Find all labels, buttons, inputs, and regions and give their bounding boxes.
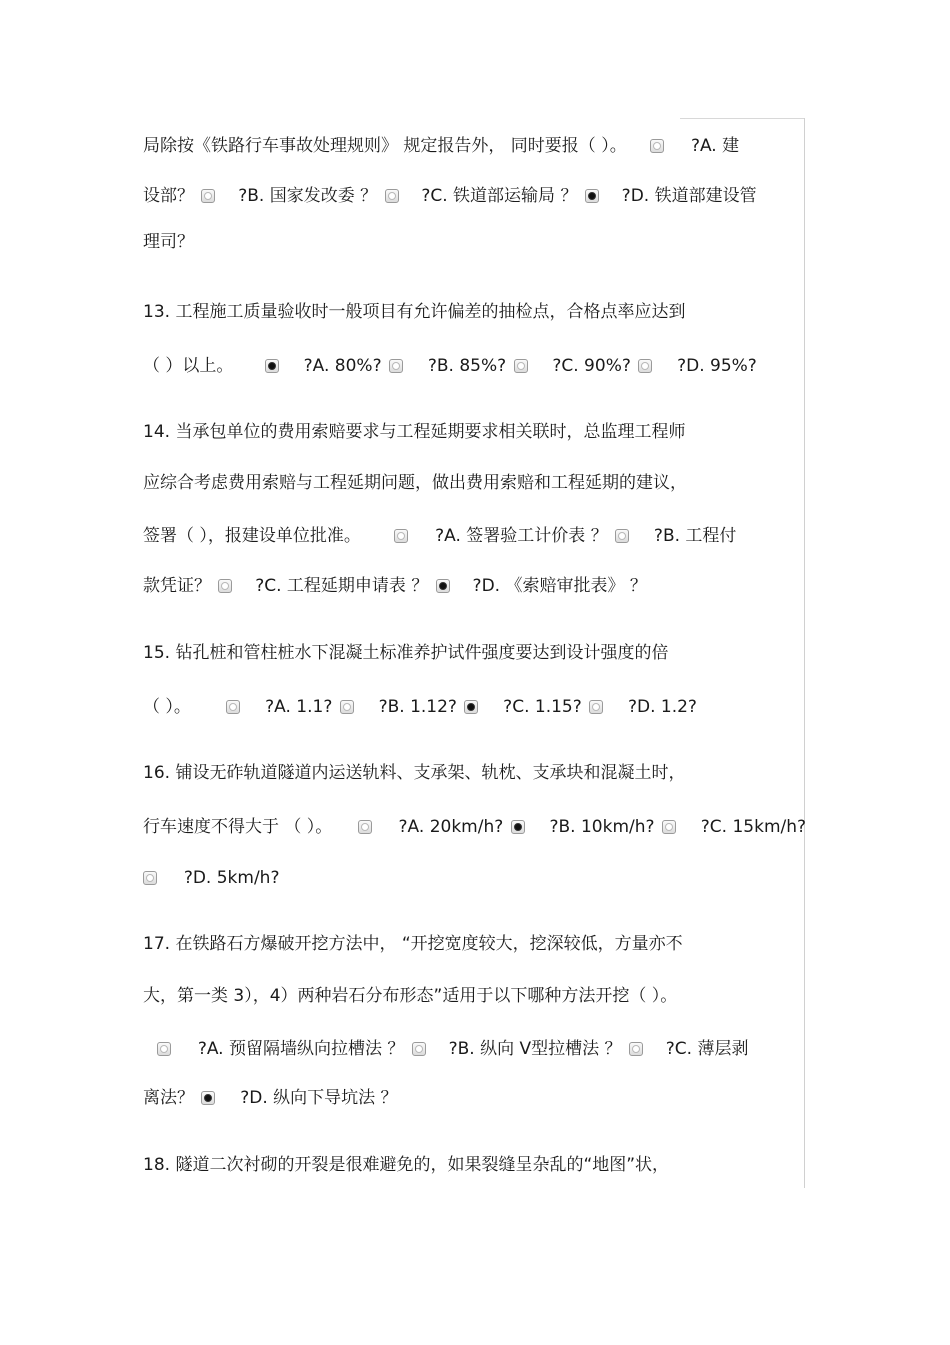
q15-stem-2: （ ）。 (143, 697, 191, 717)
q12-option-a-label: ?A. 建 (690, 136, 740, 156)
q14-option-c-label: ?C. 工程延期申请表 ？ (255, 576, 429, 596)
q15-option-a-radio[interactable] (226, 700, 240, 714)
q12-option-d-label: ?D. 铁道部建设管 (621, 186, 757, 206)
q17-stem-2: 大，第一类 3），4）两种岩石分布形态”适用于以下哪种方法开挖（ ）。 (143, 986, 678, 1006)
q18-stem-1: 18. 隧道二次衬砌的开裂是很难避免的，如果裂缝呈杂乱的“地图”状， (143, 1155, 670, 1175)
q13-option-d-label: ?D. 95%? (677, 356, 757, 376)
q14-option-b-radio[interactable] (615, 529, 629, 543)
q15-option-c-radio-selected[interactable] (464, 700, 478, 714)
q16-stem-2: 行车速度不得大于 （ ）。 (143, 817, 333, 837)
q16-option-d-radio[interactable] (143, 871, 157, 885)
q13-option-c-radio[interactable] (514, 359, 528, 373)
q17-line-2 (143, 984, 677, 1008)
q15-option-b-radio[interactable] (340, 700, 354, 714)
q16-option-c-label: ?C. 15km/h? (700, 817, 807, 837)
q12-option-a-radio[interactable] (650, 139, 664, 153)
q16-option-b-label: ?B. 10km/h? (549, 817, 655, 837)
q13-option-b-radio[interactable] (389, 359, 403, 373)
page-border-right (804, 118, 805, 1188)
q17-option-d-radio-selected[interactable] (201, 1091, 215, 1105)
q14-line-1 (143, 420, 685, 444)
q17-stem-1: 17. 在铁路石方爆破开挖方法中， “开挖宽度较大，挖深较低，方量亦不 (143, 934, 683, 954)
q16-stem-1: 16. 铺设无砟轨道隧道内运送轨料、支承架、轨枕、支承块和混凝土时， (143, 763, 686, 783)
q13-option-a-radio-selected[interactable] (265, 359, 279, 373)
q16-line-3 (143, 866, 279, 890)
q13-stem-2: （ ）以上。 (143, 356, 234, 376)
q17-option-d-label: ?D. 纵向下导坑法 ？ (240, 1088, 398, 1108)
q14-stem-3: 签署（ ），报建设单位批准。 (143, 526, 361, 546)
q14-option-b-label: ?B. 工程付 (653, 526, 737, 546)
q12-stem: 局除按《铁路行车事故处理规则》 规定报告外， 同时要报（ ）。 (143, 136, 627, 156)
q14-option-c-radio[interactable] (218, 579, 232, 593)
page-border-top (680, 118, 805, 119)
q14-option-a-radio[interactable] (394, 529, 408, 543)
q14-line-4 (143, 574, 647, 598)
q12-option-a-label-cont: 设部？ (143, 186, 194, 206)
q17-line-1 (143, 932, 683, 956)
q17-option-a-label: ?A. 预留隔墙纵向拉槽法 ？ (197, 1039, 405, 1059)
q15-option-b-label: ?B. 1.12? (378, 697, 457, 717)
q14-option-d-radio-selected[interactable] (436, 579, 450, 593)
q15-option-c-label: ?C. 1.15? (503, 697, 582, 717)
q15-option-a-label: ?A. 1.1? (265, 697, 333, 717)
q17-line-4 (143, 1086, 398, 1110)
q12-option-c-label: ?C. 铁道部运输局 ？ (421, 186, 578, 206)
q13-option-b-label: ?B. 85%? (427, 356, 507, 376)
q12-option-d-radio-selected[interactable] (585, 189, 599, 203)
q16-option-a-radio[interactable] (358, 820, 372, 834)
q14-line-3 (143, 524, 736, 548)
q17-option-b-radio[interactable] (412, 1042, 426, 1056)
q17-option-a-radio[interactable] (157, 1042, 171, 1056)
q16-line-1 (143, 761, 685, 785)
q14-option-d-label: ?D. 《索赔审批表》 ？ (472, 576, 647, 596)
q14-stem-1: 14. 当承包单位的费用索赔要求与工程延期要求相关联时，总监理工程师 (143, 422, 686, 442)
q17-line-3 (143, 1037, 748, 1061)
q15-line-1 (143, 641, 668, 665)
q14-stem-2: 应综合考虑费用索赔与工程延期问题，做出费用索赔和工程延期的建议， (143, 473, 687, 493)
q12-line-3 (143, 230, 194, 254)
q15-option-d-label: ?D. 1.2? (627, 697, 697, 717)
q13-line-1 (143, 300, 685, 324)
q13-stem-1: 13. 工程施工质量验收时一般项目有允许偏差的抽检点，合格点率应达到 (143, 302, 686, 322)
q12-option-b-radio[interactable] (201, 189, 215, 203)
q12-option-d-label-cont: 理司？ (143, 232, 194, 252)
q14-option-b-label-cont: 款凭证？ (143, 576, 211, 596)
q17-option-c-label-cont: 离法？ (143, 1088, 194, 1108)
q17-option-c-radio[interactable] (629, 1042, 643, 1056)
q13-option-a-label: ?A. 80%? (303, 356, 382, 376)
q15-line-2 (143, 695, 697, 719)
q13-option-d-radio[interactable] (638, 359, 652, 373)
q18-line-1 (143, 1153, 669, 1177)
q16-option-d-label: ?D. 5km/h? (183, 868, 280, 888)
q14-line-2 (143, 471, 687, 495)
q17-option-c-label: ?C. 薄层剥 (665, 1039, 749, 1059)
q15-option-d-radio[interactable] (589, 700, 603, 714)
q16-option-a-label: ?A. 20km/h? (398, 817, 504, 837)
q13-line-2 (143, 354, 757, 378)
q16-option-c-radio[interactable] (662, 820, 676, 834)
q12-line-1 (143, 134, 739, 158)
q16-line-2 (143, 815, 806, 839)
q14-option-a-label: ?A. 签署验工计价表 ？ (435, 526, 608, 546)
q12-option-b-label: ?B. 国家发改委 ？ (238, 186, 378, 206)
q16-option-b-radio-selected[interactable] (511, 820, 525, 834)
q12-line-2 (143, 184, 757, 208)
q17-option-b-label: ?B. 纵向 V型拉槽法 ？ (448, 1039, 622, 1059)
q13-option-c-label: ?C. 90%? (552, 356, 631, 376)
q12-option-c-radio[interactable] (385, 189, 399, 203)
q15-stem-1: 15. 钻孔桩和管柱桩水下混凝土标准养护试件强度要达到设计强度的倍 (143, 643, 669, 663)
